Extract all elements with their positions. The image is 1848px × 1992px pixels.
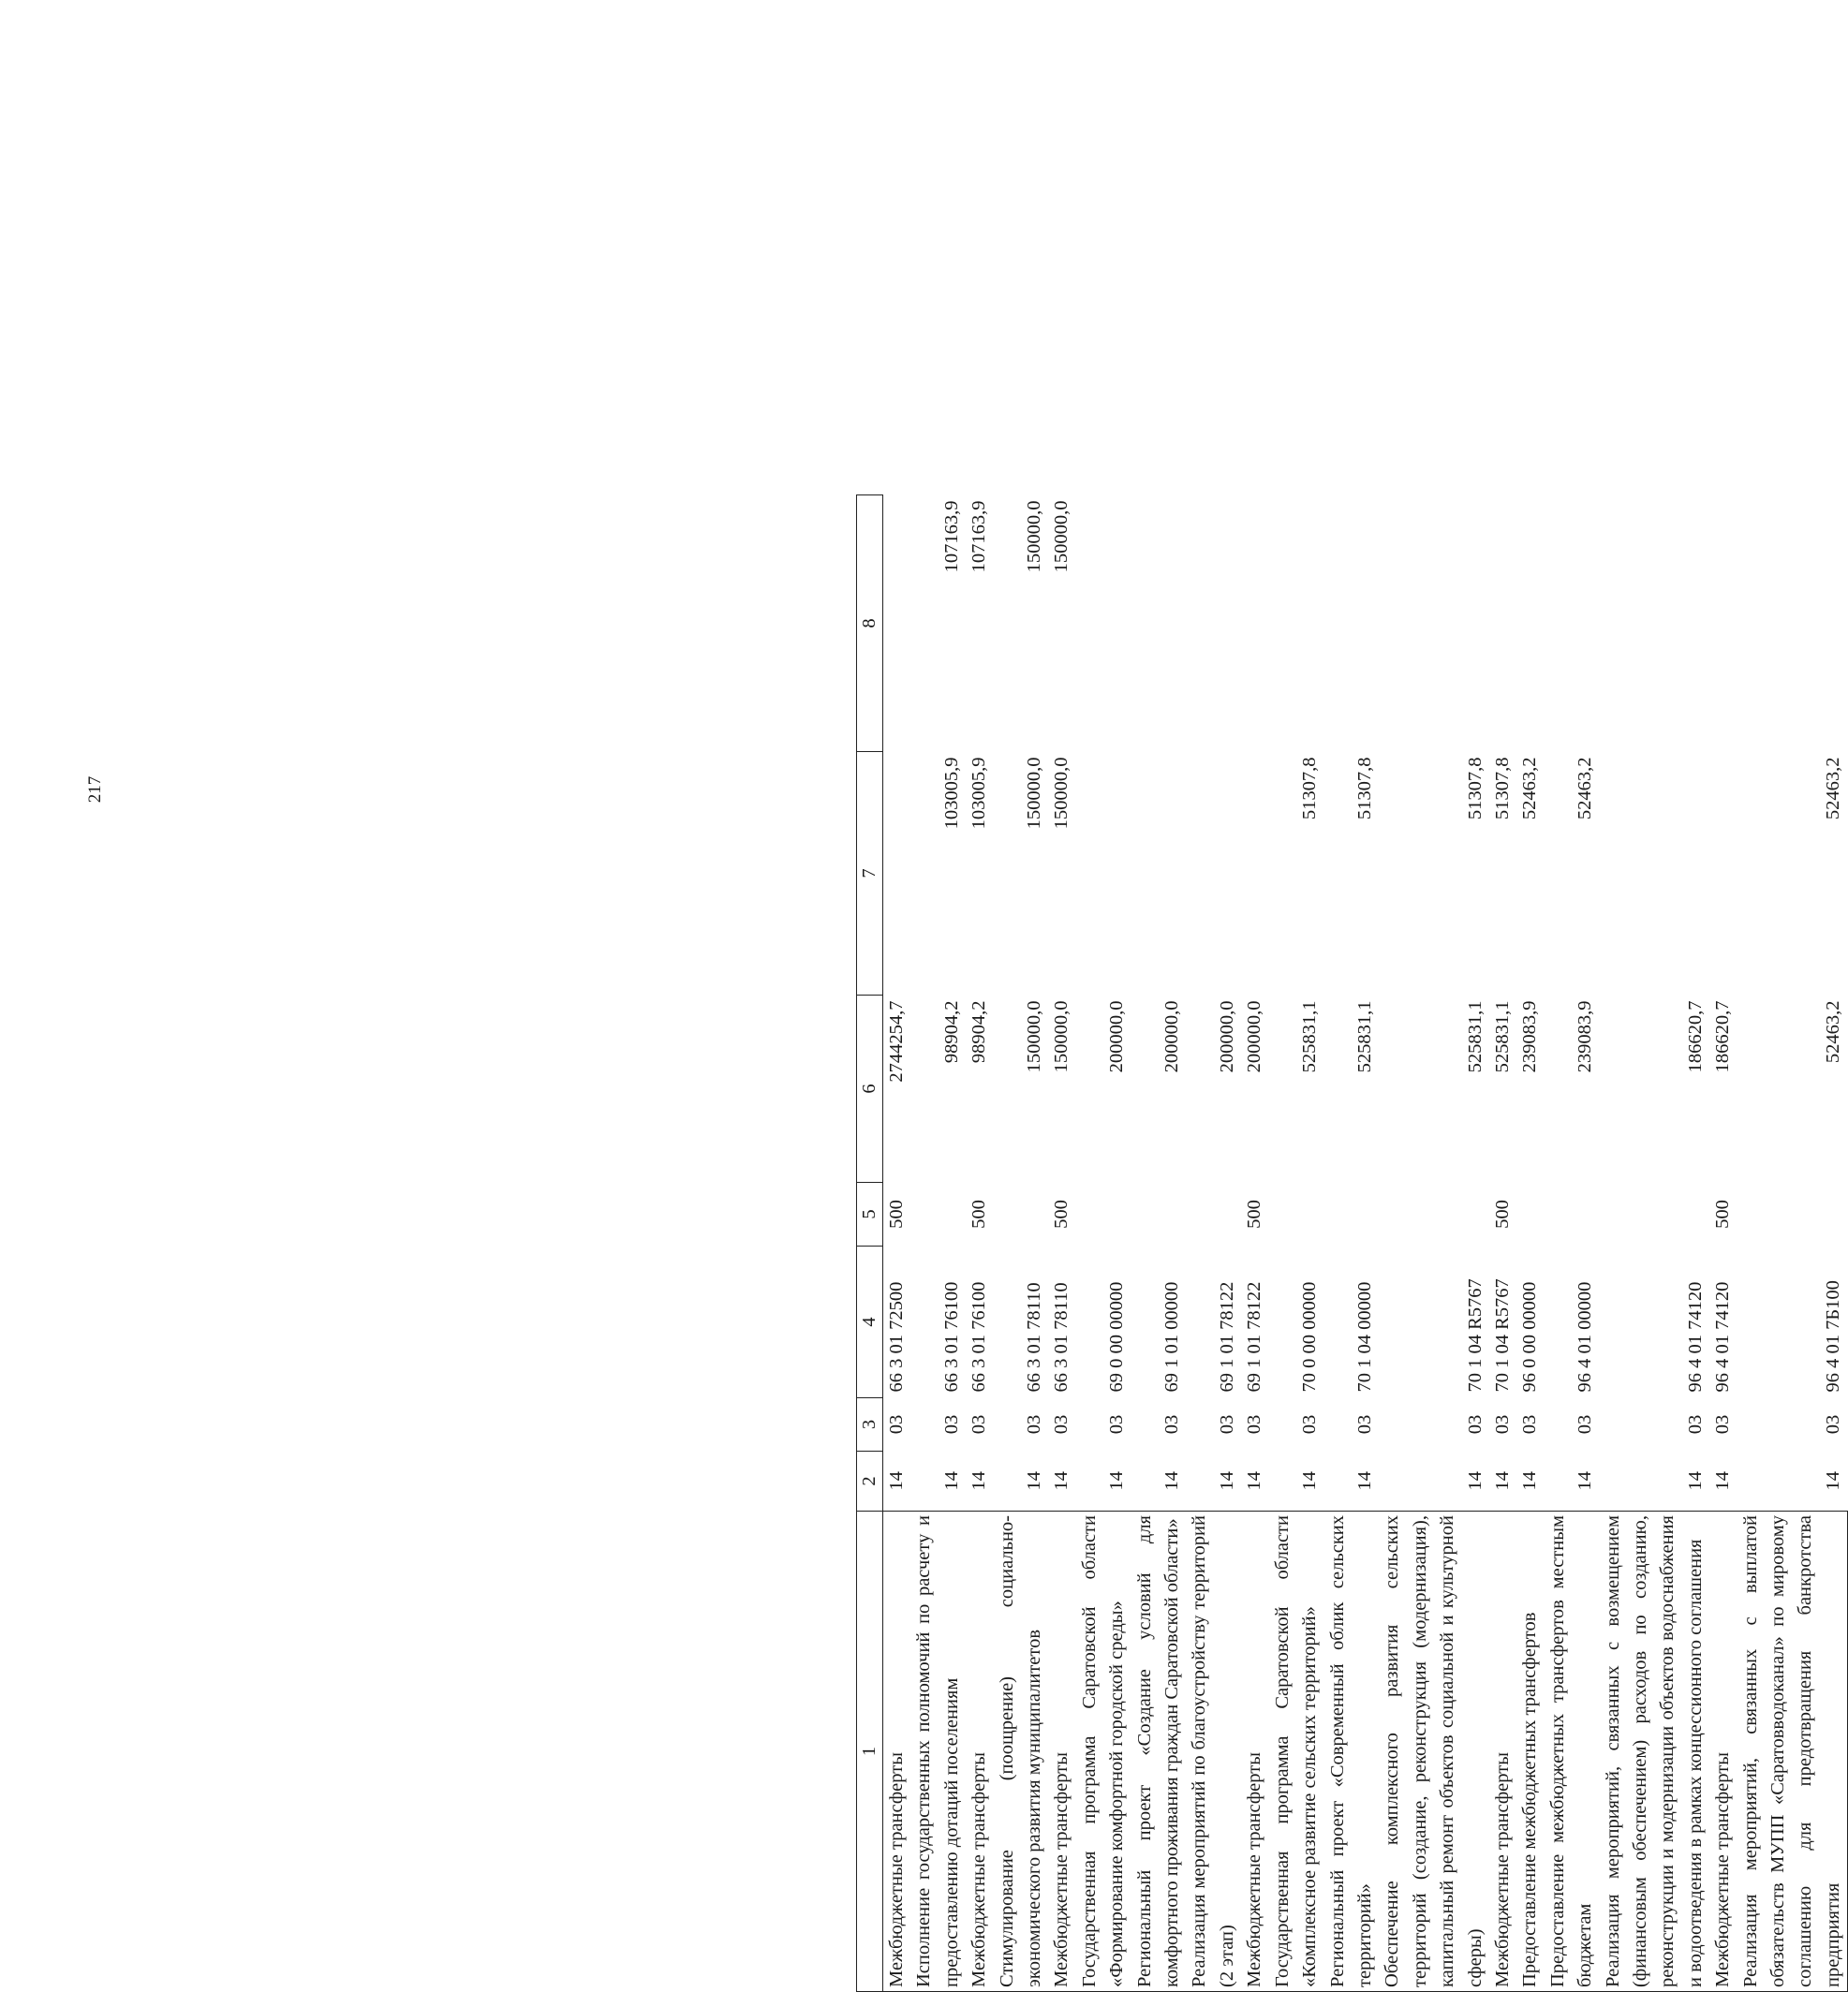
cell-col-6: 525831,1 — [1491, 1000, 1513, 1073]
cell-col-7: 51307,8 — [1491, 757, 1513, 820]
cell-col-4: 96 4 01 00000 — [1574, 1281, 1596, 1393]
row-name: Межбюджетные трансферты — [883, 1512, 911, 1992]
cell-col-2: 14 — [1051, 1471, 1072, 1491]
budget-table — [856, 494, 1848, 1992]
table-row — [910, 495, 966, 1992]
header-cell: 1 — [857, 1512, 883, 1992]
cell-col-7 — [1600, 752, 1710, 996]
cell-col-3: 03 — [1024, 1414, 1045, 1435]
cell-col-3: 03 — [1574, 1414, 1596, 1435]
cell-col-8: 150000,0 — [1024, 500, 1045, 573]
cell-col-7: 52463,2 — [1519, 757, 1541, 820]
row-name: Региональный проект «Создание условий для комфортного проживания граждан Саратовской области» — [1131, 1512, 1187, 1992]
cell-col-4: 66 3 01 78110 — [1051, 1282, 1072, 1393]
table-row — [1131, 495, 1187, 1992]
cell-col-6: 200000,0 — [1216, 1000, 1237, 1073]
cell-col-2: 14 — [1244, 1471, 1265, 1491]
cell-col-8 — [1269, 495, 1324, 752]
cell-col-4: 70 1 04 R5767 — [1464, 1278, 1486, 1393]
table-row — [1737, 495, 1848, 1992]
cell-col-7: 150000,0 — [1051, 757, 1072, 830]
cell-col-4: 66 3 01 76100 — [968, 1281, 990, 1393]
header-cell: 5 — [857, 1183, 883, 1247]
cell-col-7 — [1131, 752, 1187, 996]
cell-col-2: 14 — [1464, 1471, 1486, 1491]
table-row — [1324, 495, 1380, 1992]
row-name: Исполнение государственных полномочий по расчету и предоставлению дотаций поселениям — [910, 1512, 966, 1992]
cell-col-4: 66 3 01 72500 — [886, 1281, 907, 1393]
cell-col-4: 70 1 04 00000 — [1353, 1281, 1375, 1393]
cell-col-6: 150000,0 — [1051, 1000, 1072, 1073]
cell-col-7: 51307,8 — [1353, 757, 1375, 820]
cell-col-6: 200000,0 — [1161, 1000, 1183, 1073]
cell-col-7: 103005,9 — [968, 757, 990, 830]
cell-col-2: 14 — [1106, 1471, 1128, 1491]
row-name: Обеспечение комплексного развития сельских территорий (создание, реконструкция (модернизация), капитальный ремонт объектов социальной и культурной сферы) — [1379, 1512, 1489, 1992]
cell-col-6: 525831,1 — [1299, 1000, 1321, 1073]
cell-col-2: 14 — [1024, 1471, 1045, 1491]
table-row — [1186, 495, 1241, 1992]
cell-col-6: 2744254,7 — [886, 1000, 907, 1083]
cell-col-5: 500 — [1051, 1200, 1072, 1229]
table-row — [1241, 495, 1268, 1992]
table-row — [1048, 495, 1075, 1992]
cell-col-5 — [1545, 1183, 1600, 1247]
cell-col-4: 69 0 00 00000 — [1106, 1281, 1128, 1393]
cell-col-5 — [1600, 1183, 1710, 1247]
cell-col-8: 150000,0 — [1051, 500, 1072, 573]
cell-col-7 — [1186, 752, 1241, 996]
row-name: Межбюджетные трансферты — [1048, 1512, 1075, 1992]
row-name: Предоставление межбюджетных трансфертов местным бюджетам — [1545, 1512, 1600, 1992]
cell-col-6: 98904,2 — [940, 1000, 962, 1064]
cell-col-5 — [1269, 1183, 1324, 1247]
table-row — [883, 495, 911, 1992]
cell-col-4: 96 4 01 74120 — [1684, 1281, 1706, 1393]
cell-col-6: 186620,7 — [1712, 1000, 1734, 1073]
cell-col-7: 150000,0 — [1024, 757, 1045, 830]
cell-col-6: 98904,2 — [968, 1000, 990, 1064]
cell-col-5 — [1324, 1183, 1380, 1247]
table-row — [1076, 495, 1131, 1992]
cell-col-7 — [1241, 752, 1268, 996]
cell-col-3: 03 — [1244, 1414, 1265, 1435]
cell-col-8 — [1324, 495, 1380, 752]
cell-col-8: 107163,9 — [968, 500, 990, 573]
table-row — [1269, 495, 1324, 1992]
table-row — [1545, 495, 1600, 1992]
row-name: Стимулирование (поощрение) социально-экономического развития муниципалитетов — [994, 1512, 1049, 1992]
cell-col-8 — [1737, 495, 1848, 752]
cell-col-5 — [1076, 1183, 1131, 1247]
cell-col-4: 69 1 01 78122 — [1216, 1281, 1237, 1393]
cell-col-8 — [1489, 495, 1516, 752]
cell-col-2: 14 — [1712, 1471, 1734, 1491]
cell-col-7: 52463,2 — [1823, 757, 1844, 820]
row-name: Региональный проект «Современный облик сельских территорий» — [1324, 1512, 1380, 1992]
cell-col-6: 200000,0 — [1244, 1000, 1265, 1073]
page-number: 217 — [85, 775, 105, 804]
cell-col-8 — [1600, 495, 1710, 752]
cell-col-4: 69 1 01 00000 — [1161, 1281, 1183, 1393]
table-row — [1489, 495, 1516, 1992]
row-name: Реализация мероприятий, связанных с возмещением (финансовым обеспечением) расходов по созданию, реконструкции и модернизации объектов водоснабжения и водоотведения в рамках концессионного соглашения — [1600, 1512, 1710, 1992]
cell-col-8: 107163,9 — [940, 500, 962, 573]
cell-col-5 — [910, 1183, 966, 1247]
cell-col-7: 52463,2 — [1574, 757, 1596, 820]
header-cell: 4 — [857, 1247, 883, 1398]
cell-col-5: 500 — [886, 1200, 907, 1229]
cell-col-2: 14 — [1216, 1471, 1237, 1491]
cell-col-4: 70 1 04 R5767 — [1491, 1278, 1513, 1393]
cell-col-5 — [1131, 1183, 1187, 1247]
row-name: Межбюджетные трансферты — [966, 1512, 993, 1992]
table-row — [994, 495, 1049, 1992]
row-name: Предоставление межбюджетных трансфертов — [1516, 1512, 1544, 1992]
row-name: Межбюджетные трансферты — [1241, 1512, 1268, 1992]
cell-col-3: 03 — [1299, 1414, 1321, 1435]
cell-col-8 — [1131, 495, 1187, 752]
header-cell: 3 — [857, 1398, 883, 1452]
cell-col-5 — [994, 1183, 1049, 1247]
cell-col-8 — [1379, 495, 1489, 752]
cell-col-5 — [1516, 1183, 1544, 1247]
cell-col-5: 500 — [1491, 1200, 1513, 1229]
cell-col-5: 500 — [1712, 1200, 1734, 1229]
cell-col-8 — [1709, 495, 1737, 752]
cell-col-3: 03 — [1823, 1414, 1844, 1435]
cell-col-6: 186620,7 — [1684, 1000, 1706, 1073]
budget-table-rotated — [856, 495, 1844, 1992]
cell-col-6: 200000,0 — [1106, 1000, 1128, 1073]
header-row — [857, 495, 883, 1992]
cell-col-3: 03 — [1684, 1414, 1706, 1435]
table-body — [883, 495, 1848, 1992]
cell-col-4: 66 3 01 76100 — [940, 1281, 962, 1393]
cell-col-2: 14 — [1353, 1471, 1375, 1491]
cell-col-8 — [883, 495, 911, 752]
cell-col-4: 96 4 01 74120 — [1712, 1281, 1734, 1393]
cell-col-2: 14 — [1684, 1471, 1706, 1491]
row-name: Межбюджетные трансферты — [1709, 1512, 1737, 1992]
cell-col-6: 239083,9 — [1519, 1000, 1541, 1073]
cell-col-3: 03 — [1161, 1414, 1183, 1435]
cell-col-3: 03 — [1712, 1414, 1734, 1435]
row-name: Межбюджетные трансферты — [1489, 1512, 1516, 1992]
header-cell: 8 — [857, 495, 883, 752]
cell-col-5 — [1379, 1183, 1489, 1247]
cell-col-2: 14 — [1574, 1471, 1596, 1491]
table-row — [1516, 495, 1544, 1992]
cell-col-2: 14 — [968, 1471, 990, 1491]
cell-col-3: 03 — [1491, 1414, 1513, 1435]
cell-col-6: 525831,1 — [1464, 1000, 1486, 1073]
cell-col-2: 14 — [940, 1471, 962, 1491]
cell-col-4: 69 1 01 78122 — [1244, 1281, 1265, 1393]
row-name: Реализация мероприятий по благоустройству территорий (2 этап) — [1186, 1512, 1241, 1992]
table-row — [1600, 495, 1710, 1992]
cell-col-8 — [1076, 495, 1131, 752]
cell-col-5 — [1186, 1183, 1241, 1247]
cell-col-4: 96 0 00 00000 — [1519, 1281, 1541, 1393]
cell-col-3: 03 — [1106, 1414, 1128, 1435]
cell-col-8 — [1241, 495, 1268, 752]
cell-col-2: 14 — [1519, 1471, 1541, 1491]
cell-col-7 — [883, 752, 911, 996]
cell-col-3: 03 — [1216, 1414, 1237, 1435]
cell-col-7 — [1076, 752, 1131, 996]
cell-col-3: 03 — [1519, 1414, 1541, 1435]
header-cell: 2 — [857, 1452, 883, 1512]
cell-col-6: 52463,2 — [1823, 1000, 1844, 1064]
cell-col-2: 14 — [1491, 1471, 1513, 1491]
row-name: Государственная программа Саратовской области «Формирование комфортной городской среды» — [1076, 1512, 1131, 1992]
cell-col-3: 03 — [968, 1414, 990, 1435]
table-row — [966, 495, 993, 1992]
row-name: Государственная программа Саратовской области «Комплексное развитие сельских территорий» — [1269, 1512, 1324, 1992]
cell-col-6: 150000,0 — [1024, 1000, 1045, 1073]
cell-col-2: 14 — [1823, 1471, 1844, 1491]
header-cell: 7 — [857, 752, 883, 996]
table-row — [1379, 495, 1489, 1992]
cell-col-2: 14 — [886, 1471, 907, 1491]
cell-col-6: 239083,9 — [1574, 1000, 1596, 1073]
cell-col-3: 03 — [1464, 1414, 1486, 1435]
cell-col-7: 51307,8 — [1464, 757, 1486, 820]
cell-col-7: 103005,9 — [940, 757, 962, 830]
cell-col-8 — [1516, 495, 1544, 752]
table-row — [1709, 495, 1737, 1992]
cell-col-4: 66 3 01 78110 — [1024, 1282, 1045, 1393]
header-cell: 6 — [857, 996, 883, 1183]
cell-col-8 — [1545, 495, 1600, 752]
cell-col-5: 500 — [1244, 1200, 1265, 1229]
cell-col-4: 96 4 01 7Б100 — [1823, 1280, 1844, 1393]
row-name: Реализация мероприятий, связанных с выплатой обязательств МУПП «Саратовводоканал» по мировому соглашению для предотвращения банкротства предприятия — [1737, 1512, 1848, 1992]
cell-col-8 — [1186, 495, 1241, 752]
cell-col-7 — [1709, 752, 1737, 996]
cell-col-2: 14 — [1161, 1471, 1183, 1491]
cell-col-5 — [1737, 1183, 1848, 1247]
cell-col-3: 03 — [1353, 1414, 1375, 1435]
cell-col-2: 14 — [1299, 1471, 1321, 1491]
cell-col-5: 500 — [968, 1200, 990, 1229]
cell-col-4: 70 0 00 00000 — [1299, 1281, 1321, 1393]
cell-col-3: 03 — [886, 1414, 907, 1435]
cell-col-3: 03 — [940, 1414, 962, 1435]
cell-col-7: 51307,8 — [1299, 757, 1321, 820]
cell-col-6: 525831,1 — [1353, 1000, 1375, 1073]
cell-col-3: 03 — [1051, 1414, 1072, 1435]
